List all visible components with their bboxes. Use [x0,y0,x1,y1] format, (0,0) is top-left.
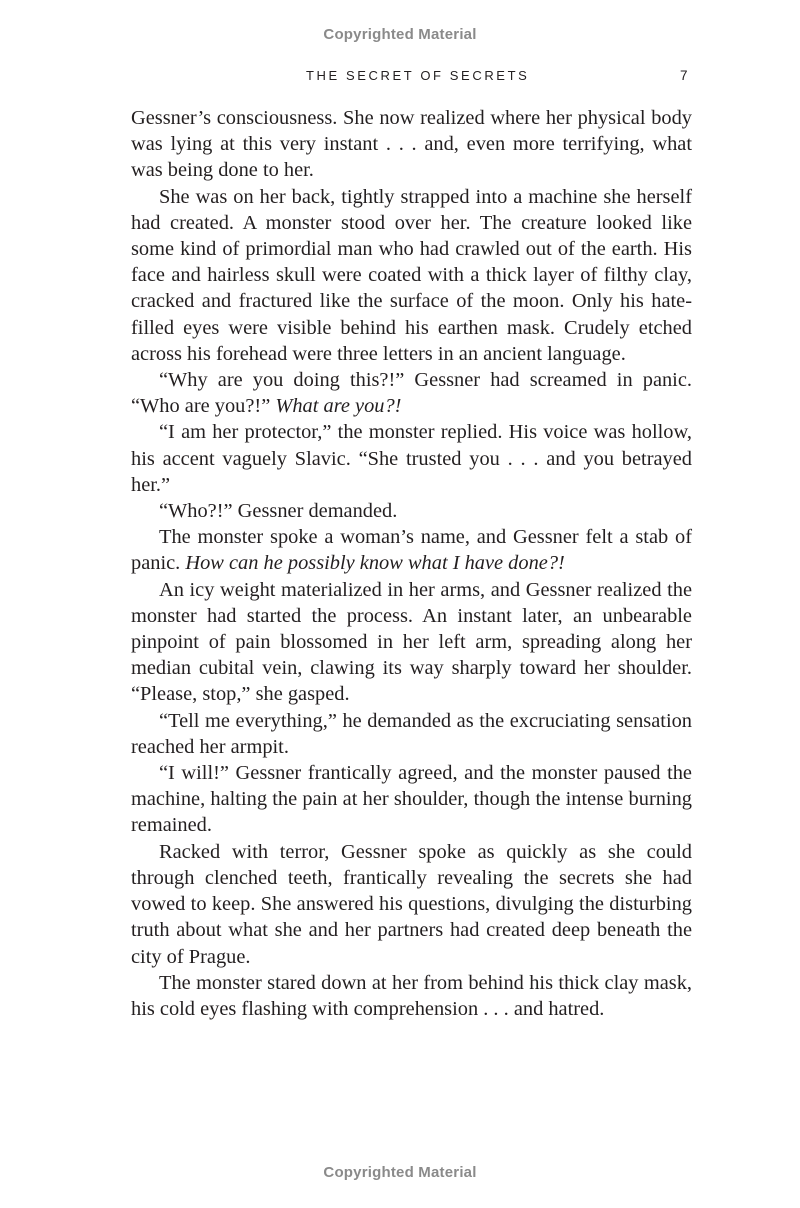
paragraph-text: Gessner’s consciousness. She now realized where her physical body was lying at this very instant . . . and, even more terrifying, what was being done to her. [131,107,692,182]
paragraph [131,577,692,708]
paragraph-text: Racked with terror, Gessner spoke as quickly as she could through clenched teeth, frantically revealing the secrets she had vowed to keep. She answered his questions, divulging the disturbing truth about what she and her partners had created deep beneath the city of Prague. [131,840,692,968]
paragraph-text: “Tell me everything,” he demanded as the excruciating sensation reached her armpit. [131,709,692,758]
paragraph [131,419,692,498]
paragraph-text: “Why are you doing this?!” Gessner had screamed in panic. “Who are you?!” [131,369,692,418]
paragraph-text: She was on her back, tightly strapped into a machine she herself had created. A monster stood over her. The creature looked like some kind of primordial man who had crawled out of the earth. His face and hairless skull were coated with a thick layer of filthy clay, cracked and fractured like the surface of the moon. Only his hate-filled eyes were visible behind his earthen mask. Crudely etched across his forehead were three letters in an ancient language. [131,185,692,365]
body-text [131,105,692,1022]
paragraph [131,524,692,576]
paragraph-text: “I will!” Gessner frantically agreed, and the monster paused the machine, halting the pain at her shoulder, though the intense burning remained. [131,762,692,837]
paragraph [131,184,692,367]
paragraph [131,760,692,839]
italic-thought: What are you?! [275,395,402,418]
copyright-watermark-top: Copyrighted Material [323,26,477,43]
page-number: 7 [680,68,688,83]
running-head-title: THE SECRET OF SECRETS [306,68,530,83]
paragraph [131,839,692,970]
paragraph-text: The monster stared down at her from behind his thick clay mask, his cold eyes flashing with comprehension . . . and hatred. [131,971,692,1020]
paragraph [131,708,692,760]
paragraph-text: An icy weight materialized in her arms, and Gessner realized the monster had started the process. An instant later, an unbearable pinpoint of pain blossomed in her left arm, spreading along her median cubital vein, clawing its way sharply toward her shoulder. “Please, stop,” she gasped. [131,578,692,706]
paragraph [131,367,692,419]
paragraph [131,970,692,1022]
paragraph-text: The monster spoke a woman’s name, and Gessner felt a stab of panic. [131,526,692,575]
italic-thought: How can he possibly know what I have done?! [185,552,565,575]
paragraph [131,105,692,184]
copyright-watermark-bottom: Copyrighted Material [323,1164,477,1181]
paragraph [131,498,692,524]
paragraph-text: “I am her protector,” the monster replied. His voice was hollow, his accent vaguely Slavic. “She trusted you . . . and you betrayed her.” [131,421,692,496]
paragraph-text: “Who?!” Gessner demanded. [159,500,398,523]
